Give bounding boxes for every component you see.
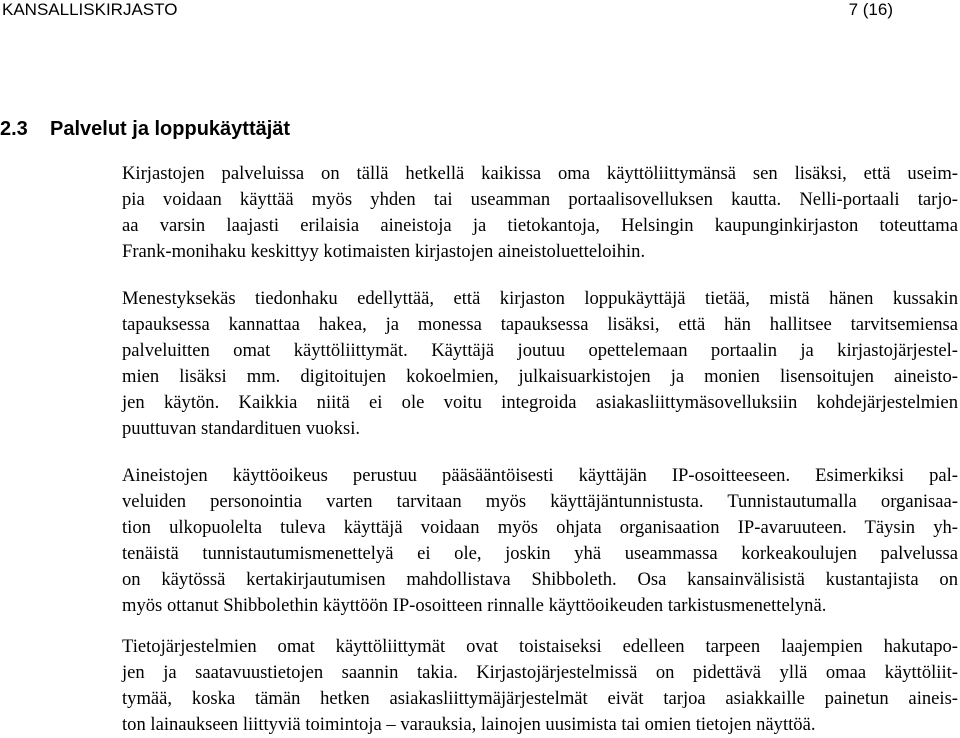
section-heading xyxy=(0,116,290,142)
paragraph-2 xyxy=(122,286,958,442)
paragraph-4 xyxy=(122,634,958,738)
paragraph-line: on käytössä kertakirjautumisen mahdollistava Shibboleth. Osa kansainvälisistä kustantajista on xyxy=(122,569,958,590)
paragraph-line: jen ja saatavuustietojen saannin takia. Kirjastojärjestelmissä on pidettävä yllä omaa käyttöliit- xyxy=(122,662,958,683)
paragraph-line: veluiden personointia varten tarvitaan myös käyttäjäntunnistusta. Tunnistautumalla organisaa- xyxy=(122,491,958,512)
paragraph-line: tapauksessa kannattaa hakea, ja monessa tapauksessa lisäksi, että hän hallitsee tarvitsemiensa xyxy=(122,314,958,335)
paragraph-line: ton lainaukseen liittyviä toimintoja – varauksia, lainojen uusimista tai omien tietojen näyttöä. xyxy=(122,714,816,735)
paragraph-line: puuttuvan standardituen vuoksi. xyxy=(122,418,361,439)
paragraph-line: Frank-monihaku keskittyy kotimaisten kirjastojen aineistoluetteloihin. xyxy=(122,241,646,262)
paragraph-line: Kirjastojen palveluissa on tällä hetkellä kaikissa oma käyttöliittymänsä sen lisäksi, että useim- xyxy=(122,163,958,184)
paragraph-line: tenäistä tunnistautumismenettelyä ei ole, joskin yhä useammassa korkeakoulujen palvelussa xyxy=(122,543,958,564)
paragraph-line: Tietojärjestelmien omat käyttöliittymät ovat toistaiseksi edelleen tarpeen laajempien hakutapo- xyxy=(122,636,958,657)
paragraph-line: mien lisäksi mm. digitoitujen kokoelmien, julkaisuarkistojen ja monien lisensoitujen aineisto- xyxy=(122,366,958,387)
paragraph-line: Menestyksekäs tiedonhaku edellyttää, että kirjaston loppukäyttäjä tietää, mistä hänen kussakin xyxy=(122,288,958,309)
document-title: KANSALLISKIRJASTO xyxy=(2,0,178,19)
section-number: 2.3 xyxy=(0,118,28,140)
paragraph-line: tymää, koska tämän hetken asiakasliittymäjärjestelmät eivät tarjoa asiakkaille painetun aineis- xyxy=(122,688,958,709)
paragraph-line: tion ulkopuolelta tuleva käyttäjä voidaan myös ohjata organisaation IP-avaruuteen. Täysin yh- xyxy=(122,517,958,538)
page-header xyxy=(0,0,960,24)
paragraph-1 xyxy=(122,161,958,265)
paragraph-line: pia voidaan käyttää myös yhden tai useamman portaalisovelluksen kautta. Nelli-portaali tarjo- xyxy=(122,189,958,210)
paragraph-line: palveluitten omat käyttöliittymät. Käyttäjä joutuu opettelemaan portaalin ja kirjastojärjestel- xyxy=(122,340,958,361)
paragraph-line: aa varsin laajasti erilaisia aineistoja ja tietokantoja, Helsingin kaupunginkirjaston toteuttama xyxy=(122,215,958,236)
section-title: Palvelut ja loppukäyttäjät xyxy=(50,118,291,140)
paragraph-line: Aineistojen käyttöoikeus perustuu pääsääntöisesti käyttäjän IP-osoitteeseen. Esimerkiksi pal- xyxy=(122,465,958,486)
paragraph-line: myös ottanut Shibbolethin käyttöön IP-osoitteen rinnalle käyttöoikeuden tarkistusmenettelynä. xyxy=(122,595,827,616)
page-number: 7 (16) xyxy=(848,0,893,19)
paragraph-3 xyxy=(122,463,958,619)
paragraph-line: jen käytön. Kaikkia niitä ei ole voitu integroida asiakasliittymäsovelluksiin kohdejärjestelmien xyxy=(122,392,958,413)
